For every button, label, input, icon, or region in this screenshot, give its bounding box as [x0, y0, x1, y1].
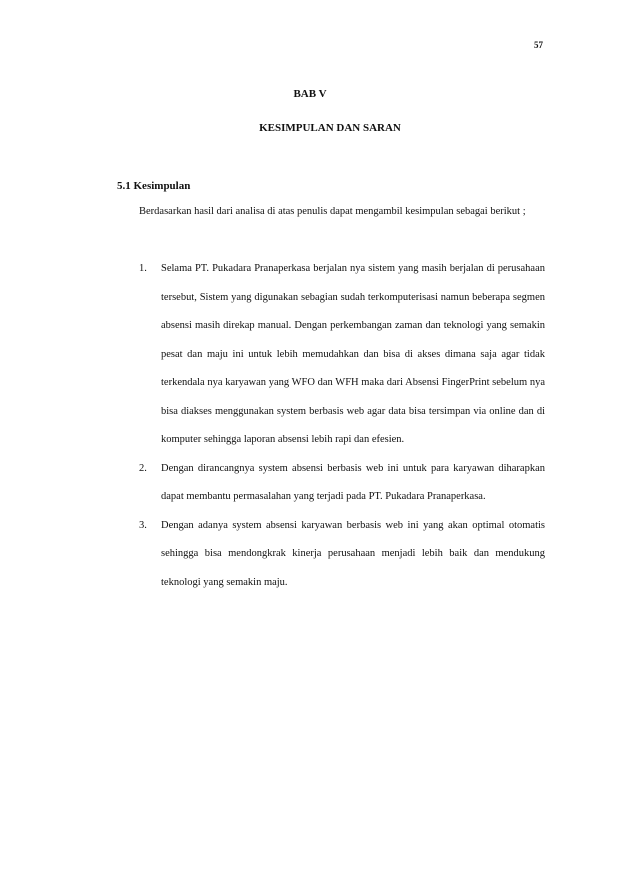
section-heading: 5.1 Kesimpulan	[117, 180, 191, 192]
list-item-text: Selama PT. Pukadara Pranaperkasa berjalan nya sistem yang masih berjalan di perusahaan tersebut, Sistem yang digunakan sebagian sudah terkomputerisasi namun beberapa segmen absensi masih direkap manual. Dengan perkembangan zaman dan teknologi yang semakin pesat dan maju ini untuk lebih memudahkan dan bisa di akses dimana saja agar tidak terkendala nya karyawan yang WFO dan WFH maka dari Absensi FingerPrint sebelum nya bisa diakses menggunakan system berbasis web agar data bisa tersimpan via online dan di komputer sehingga laporan absensi lebih rapi dan efesien.	[161, 263, 545, 445]
list-marker: 2.	[139, 462, 147, 474]
chapter-title: KESIMPULAN DAN SARAN	[259, 122, 401, 134]
list-item-text: Dengan adanya system absensi karyawan berbasis web ini yang akan optimal otomatis sehingga bisa mendongkrak kinerja perusahaan menjadi lebih baik dan mendukung teknologi yang semakin maju.	[161, 519, 545, 588]
list-item-text: Dengan dirancangnya system absensi berbasis web ini untuk para karyawan diharapkan dapat membantu permasalahan yang terjadi pada PT. Pukadara Pranaperkasa.	[161, 462, 545, 502]
list-item	[117, 512, 545, 598]
chapter-label: BAB V	[293, 88, 327, 100]
list-item	[117, 455, 545, 512]
list-item	[117, 255, 545, 455]
list-marker: 3.	[139, 519, 147, 531]
intro-paragraph: Berdasarkan hasil dari analisa di atas penulis dapat mengambil kesimpulan sebagai berikut ;	[139, 206, 526, 217]
conclusion-list	[117, 255, 545, 597]
page-number: 57	[534, 40, 543, 50]
list-marker: 1.	[139, 263, 147, 274]
